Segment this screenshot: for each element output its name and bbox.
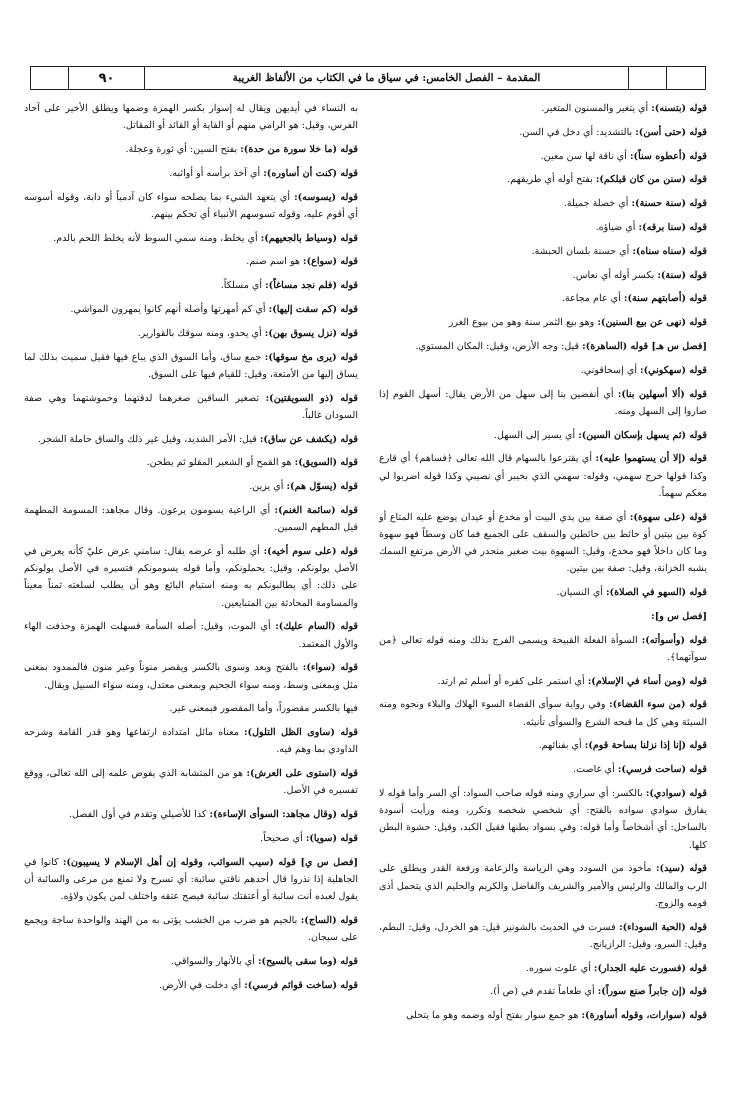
dictionary-entry bbox=[24, 618, 358, 652]
entry-keyword: قوله (ما خلا سورة من حدة): bbox=[240, 144, 358, 155]
entry-keyword: قوله (إلا أن يستهموا عليه): bbox=[595, 453, 707, 465]
entry-definition: أي استمر على كفره أو أسلم ثم ارتد. bbox=[437, 675, 588, 687]
entry-definition: أي يتغير والمسنون المتغير. bbox=[541, 103, 652, 114]
dictionary-entry bbox=[24, 253, 358, 270]
entry-definition: أي النسيان. bbox=[556, 586, 606, 598]
entry-keyword: قوله (يسوّل هم): bbox=[286, 481, 358, 493]
entry-definition: قيل: وجه الأرض، وقيل: المكان المستوي. bbox=[415, 340, 583, 352]
entry-definition: بالكسر: أي سراري ومنه قوله صاحب السواد: أي السر وأما قوله لا يفارق سوادي سواده بالفتح: أي شخصي شخصه وتكرر، ومنه ورأيت أسودة بالساحل: أي أشخاصاً وأما قوله: وفي بسواد بطنها فقيل الكبد، وقيل: حشوة البطن كلها. bbox=[379, 787, 707, 851]
dictionary-entry bbox=[379, 737, 707, 754]
dictionary-entry bbox=[24, 165, 358, 182]
entry-definition: بفتح أوله أي طريقهم. bbox=[507, 174, 596, 186]
left-column bbox=[24, 100, 358, 1001]
entry-keyword: قوله (وسياط بالجعيهم): bbox=[260, 232, 358, 244]
dictionary-entry bbox=[379, 983, 707, 1000]
entry-definition: مأخوذ من السودد وهي الرياسة والزعامة ورفعة القدر ويطلق على الرب والمالك والرئيس والأمير والشريف والفاضل والكريم والحليم الذي يتحمل أذى قومه والزوج. bbox=[379, 863, 707, 909]
entry-definition: أي عام مجاعة. bbox=[561, 293, 624, 305]
entry-definition: أي يسير إلى السهل. bbox=[493, 429, 579, 441]
entry-definition: أي إسحاقوني. bbox=[580, 364, 641, 376]
entry-definition: وفي رواية سوأى القضاء السوء الهلاك والبلاء ونحوه ومنه السيئة وهي كل ما قبحه الشرع والسوأى تأنيثه. bbox=[379, 699, 707, 728]
entry-definition: تصغير الساقين صغرهما لدقتهما وحموشتهما وهي صفة السودان غالباً. bbox=[24, 392, 358, 421]
dictionary-entry bbox=[24, 502, 358, 536]
entry-keyword: قوله (استوى على العرش): bbox=[246, 768, 358, 780]
dictionary-entry bbox=[379, 584, 707, 601]
header-empty-cell bbox=[667, 67, 705, 89]
entry-keyword: قوله (كم سقت إليها): bbox=[268, 303, 358, 315]
entry-keyword: قوله (إن جابراً صنع سوراً): bbox=[597, 986, 707, 998]
dictionary-entry bbox=[379, 696, 707, 730]
entry-keyword: قوله (بتسنه): bbox=[651, 103, 707, 114]
entry-definition: أي الراعية يسومون يرعون. وقال مجاهد: المسومة المطهمة قيل المطهم السمين. bbox=[24, 504, 358, 534]
entry-keyword: قوله (ذو السويقتين): bbox=[265, 392, 358, 404]
dictionary-entry bbox=[379, 761, 707, 778]
dictionary-entry bbox=[24, 830, 358, 847]
entry-keyword: قوله (كنت أن أساوره): bbox=[263, 167, 358, 179]
entry-keyword: قوله (وقال مجاهد: السوأى الإساءة): bbox=[209, 809, 358, 821]
dictionary-entry bbox=[379, 267, 707, 284]
entry-keyword: قوله (فسورت عليه الجدار): bbox=[593, 962, 707, 974]
entry-definition: كانوا في الجاهلية إذا نذروا قال أحدهم ناقتي سائبة: أي تسرح ولا تمنع من مرعى والسائبة أن يقول لعبده أنت سائبة أو أعتقتك سائبة فيصح عتقه واختلف لمن يكون ولاؤه. bbox=[24, 856, 358, 903]
entry-keyword: قوله (ومن أساء في الإسلام): bbox=[587, 675, 707, 687]
entry-definition: أي كم أمهرتها وأصله أنهم كانوا يمهرون المواشي. bbox=[70, 303, 269, 315]
running-title: المقدمة – الفصل الخامس: في سياق ما في الكتاب من الألفاظ الغريبة bbox=[145, 67, 629, 89]
entry-keyword: قوله (على سهوة): bbox=[629, 511, 708, 523]
entry-keyword: قوله (حتى أسن): bbox=[635, 126, 707, 138]
entry-definition: أي الموت، وقيل: أصله السأمة فسهلت الهمزة وحذفت الهاء والأول المعتمد. bbox=[24, 621, 358, 650]
entry-definition: أي ضياؤه. bbox=[595, 221, 639, 233]
entry-definition: أي غاصت. bbox=[573, 764, 618, 776]
entry-definition: أي يحدو، ومنه سوقك بالقوارير. bbox=[137, 327, 265, 339]
entry-definition: بالفتح وبعد وسوى بالكسر ويقصر منوناً وغير منون فالممدود بمعنى مثل وبمعنى وسط، ومنه سواء الجحيم وبمعنى معتدل، ومنه سواء السبيل ويقال. bbox=[24, 662, 358, 691]
dictionary-entry bbox=[379, 314, 707, 331]
entry-keyword: قوله (سواع): bbox=[303, 256, 358, 268]
entry-keyword: قوله (من سوء القضاء): bbox=[609, 699, 707, 711]
dictionary-entry bbox=[24, 765, 358, 799]
entry-keyword: قوله (نزل يسوق بهن): bbox=[264, 327, 358, 339]
dictionary-entry bbox=[379, 608, 707, 625]
dictionary-entry bbox=[24, 912, 358, 946]
dictionary-entry bbox=[379, 148, 707, 165]
dictionary-entry bbox=[24, 478, 358, 495]
entry-keyword: قوله (سيد): bbox=[656, 863, 707, 875]
dictionary-entry bbox=[24, 700, 358, 717]
dictionary-entry bbox=[24, 454, 358, 471]
dictionary-entry bbox=[379, 195, 707, 212]
dictionary-entry bbox=[379, 362, 707, 379]
entry-definition: بفتح السين: أي ثورة وعجلة. bbox=[125, 144, 241, 155]
entry-definition: السوأة الفعلة القبيحة ويسمى الفرج بذلك ومنه قوله تعالى ﴿من سوآتهما﴾. bbox=[379, 634, 707, 663]
entry-keyword: قوله (سنة): bbox=[657, 269, 707, 281]
header-empty-cell bbox=[629, 67, 667, 89]
entry-keyword: قوله (ساحت فرسي): bbox=[617, 764, 707, 776]
entry-definition: جمع ساق، وأما السوق الذي يباع فيها فقيل سميت بذلك لما يساق إليها من الأمتعة، وقيل: للقيام فيها على السوق. bbox=[24, 351, 358, 380]
entry-definition: أي بالأنهار والسواقي. bbox=[170, 955, 258, 967]
dictionary-entry bbox=[24, 230, 358, 247]
dictionary-entry bbox=[379, 100, 707, 117]
right-column bbox=[379, 100, 707, 1031]
entry-definition: أي صحيحاً. bbox=[260, 832, 306, 844]
entry-keyword: قوله (سنن من كان قبلكم): bbox=[595, 174, 707, 186]
dictionary-entry bbox=[379, 243, 707, 260]
entry-definition: هو جمع سوار بفتح أوله وضمه وهو ما يتحلى bbox=[406, 1010, 582, 1022]
dictionary-entry bbox=[24, 953, 358, 970]
dictionary-entry bbox=[24, 977, 358, 994]
page-number: ٩٠ bbox=[69, 67, 145, 89]
dictionary-entry bbox=[379, 960, 707, 977]
entry-keyword: قوله (أعطوه سناً): bbox=[629, 150, 707, 162]
entry-keyword: قوله (ثم يسهل بإسكان السين): bbox=[578, 429, 707, 441]
dictionary-entry bbox=[379, 171, 707, 188]
entry-keyword: قوله (ألا أسهلين بنا): bbox=[617, 388, 707, 400]
entry-keyword: قوله (يرى مخ سوقها): bbox=[264, 351, 358, 363]
entry-definition: وهو بيع الثمر سنة وهو من بيوع الغرر bbox=[448, 317, 598, 329]
entry-keyword: قوله (وما سقى بالسيح): bbox=[258, 955, 358, 967]
dictionary-entry bbox=[379, 427, 707, 444]
entry-keyword: قوله (ساوى الظل التلول): bbox=[244, 727, 358, 739]
dictionary-entry bbox=[24, 349, 358, 383]
entry-keyword: قوله (السهو في الصلاة): bbox=[605, 586, 707, 598]
entry-keyword: قوله (أصابتهم سنة): bbox=[623, 293, 707, 305]
header-empty-cell bbox=[31, 67, 69, 89]
entry-definition: أي آخذ برأسه أو أواثبه. bbox=[169, 167, 264, 179]
entry-keyword: [فصل س هـ] قوله (الساهرة): bbox=[582, 340, 707, 352]
entry-keyword: قوله (سناه سناه): bbox=[632, 245, 707, 257]
dictionary-entry bbox=[24, 854, 358, 906]
entry-keyword: قوله (الحبة السوداء): bbox=[619, 921, 708, 933]
entry-keyword: قوله (سوادي): bbox=[645, 787, 707, 799]
dictionary-entry bbox=[24, 301, 358, 318]
entry-keyword: قوله (الساج): bbox=[300, 914, 358, 926]
entry-definition: أي مسلكاً. bbox=[220, 280, 266, 292]
running-header bbox=[30, 66, 706, 90]
dictionary-entry bbox=[24, 806, 358, 823]
entry-definition: أي طعاماً تقدم في (ص أ). bbox=[490, 986, 598, 998]
entry-definition: أي خصلة جميلة. bbox=[563, 198, 632, 210]
entry-definition: هو من المتشابه الذي يفوض علمه إلى الله تعالى، ووقع تفسيره في الأصل. bbox=[24, 768, 358, 797]
entry-keyword: قوله (يكشف عن ساق): bbox=[259, 433, 358, 445]
dictionary-entry bbox=[379, 450, 707, 502]
entry-definition: أي علوت سوره. bbox=[526, 962, 594, 974]
dictionary-entry bbox=[379, 219, 707, 236]
entry-keyword: قوله (ساخت قوائم فرسي): bbox=[244, 979, 358, 991]
entry-keyword: قوله (يسوسه): bbox=[294, 191, 358, 203]
dictionary-entry bbox=[379, 1007, 707, 1024]
dictionary-entry bbox=[379, 632, 707, 666]
entry-keyword: قوله (نهى عن بيع السنين): bbox=[597, 317, 707, 329]
entry-definition: فسرت في الحديث بالشونيز قيل: هو الخردل، وقيل: البطم، وقيل: السرو، وقيل: الرازيانج. bbox=[379, 921, 707, 950]
entry-definition: أي دخلت في الأرض. bbox=[159, 979, 245, 991]
entry-definition: قيل: الأمر الشديد، وقيل غير ذلك والساق حاملة الشجر. bbox=[37, 433, 260, 445]
dictionary-entry bbox=[379, 338, 707, 355]
dictionary-entry bbox=[24, 390, 358, 424]
dictionary-entry bbox=[24, 724, 358, 758]
entry-keyword: قوله (السام عليك): bbox=[275, 621, 358, 633]
entry-keyword: قوله (على سوم أخيه): bbox=[263, 545, 358, 557]
entry-definition: معناه مائل امتداده ارتفاعها وهو قدر القامة وشرحه الداودي بما وهم فيه. bbox=[24, 727, 358, 756]
entry-keyword: قوله (وأسوأته): bbox=[641, 634, 708, 646]
entry-keyword: قوله (سواء): bbox=[302, 662, 358, 674]
entry-definition: كذا للأصيلي وتقدم في أول الفصل. bbox=[68, 809, 210, 821]
dictionary-entry bbox=[24, 100, 358, 134]
dictionary-entry bbox=[379, 673, 707, 690]
entry-keyword: قوله (سائمة الغنم): bbox=[274, 504, 358, 516]
entry-definition: أي ناقة لها سن معين. bbox=[540, 150, 630, 162]
dictionary-entry bbox=[379, 860, 707, 912]
entry-keyword: [فصل س و]: bbox=[651, 610, 707, 622]
dictionary-entry bbox=[24, 277, 358, 294]
entry-definition: به النساء في أيديهن ويقال له إسوار بكسر الهمزة وضمها ويطلق الأخير على آحاد الفرس، وقيل: هو الرامي منهم أو الفاية أو القائد أو المقاتل. bbox=[24, 103, 358, 132]
dictionary-entry bbox=[24, 325, 358, 342]
dictionary-entry bbox=[379, 386, 707, 420]
entry-definition: أي يزين. bbox=[249, 481, 287, 493]
entry-definition: أي حسنة بلسان الحبشة. bbox=[531, 245, 633, 257]
entry-definition: أي يقترعوا بالسهام قال الله تعالى ﴿فساهم﴾ أي قارع وكذا قولها خرج سهمي، وقوله: سهمي الذي بخيبر أي نصيبي وكذا قوله اضربوا لي معكم سهماً. bbox=[379, 453, 707, 499]
entry-keyword: قوله (سويا): bbox=[305, 832, 358, 844]
entry-definition: بكسر أوله أي نعاس. bbox=[572, 269, 658, 281]
entry-keyword: قوله (السويق): bbox=[294, 457, 358, 469]
dictionary-entry bbox=[379, 509, 707, 578]
dictionary-entry bbox=[379, 919, 707, 953]
entry-keyword: قوله (سهكوني): bbox=[640, 364, 707, 376]
dictionary-entry bbox=[24, 189, 358, 223]
dictionary-entry bbox=[379, 124, 707, 141]
entry-definition: هو اسم صنم. bbox=[246, 256, 304, 268]
dictionary-entry bbox=[24, 659, 358, 693]
dictionary-entry bbox=[379, 290, 707, 307]
entry-keyword: قوله (سوارات، وقوله أساورة): bbox=[581, 1010, 707, 1022]
entry-keyword: قوله (إنا إذا نزلنا بساحة قوم): bbox=[584, 740, 707, 752]
entry-keyword: قوله (سنة حسنة): bbox=[631, 198, 707, 210]
entry-definition: أي بفنائهم. bbox=[538, 740, 585, 752]
entry-definition: أي صفة بين يدي البيت أو مخدع أو عيدان يوضع عليه المتاع أو كوة بين بيتين أو حائط بين حائطين والسقف على الجميع فما كان وسطاً فهو سهوة وما كان داخلاً فهو مخدع، وقيل: السهوة بيت صغير منحدر في الأرض مرتفع السمك يشبه الخزانة، وقيل: صفة بين بيتين. bbox=[379, 511, 707, 575]
entry-definition: أي يخلط، ومنه سمي السوط لأنه يخلط اللحم بالدم. bbox=[53, 232, 261, 244]
entry-definition: أي يتعهد الشيء بما يصلحه سواء كان آدمياً أو دابة، وقوله أسوسه أي أقوم عليه، وقوله تسوسهم الأنبياء أي تحكم بينهم. bbox=[24, 191, 358, 220]
entry-keyword: قوله (فلم نجد مساغاً): bbox=[265, 280, 358, 292]
dictionary-entry bbox=[379, 785, 707, 854]
entry-keyword: [فصل س ي] قوله (سيب السوائب، وقوله إن أهل الإسلام لا يسيبون): bbox=[62, 856, 358, 868]
dictionary-entry bbox=[24, 431, 358, 448]
entry-keyword: قوله (سنا برقه): bbox=[638, 221, 707, 233]
entry-definition: فيها بالكسر مقصوراً، وأما المقصور فبمعنى غير. bbox=[169, 703, 358, 715]
entry-definition: أي أنفضين بنا إلى سهل من الأرض يقال: أسهل القوم إذا صاروا إلى السهل ومنه. bbox=[379, 388, 707, 417]
entry-definition: بالجيم هو ضرب من الخشب يؤتى به من الهند والواحدة ساجة ويجمع على سيجان. bbox=[24, 914, 358, 944]
dictionary-entry bbox=[24, 543, 358, 612]
entry-definition: بالتشديد: أي دخل في السن. bbox=[519, 126, 636, 138]
entry-definition: هو القمح أو الشعير المقلو ثم يطحن. bbox=[146, 457, 295, 469]
dictionary-entry bbox=[24, 141, 358, 158]
entry-definition: أي طلبه أو عرضه يقال: سامني عرض عليّ كأنه يعرض في الأصل يولونكم، وقيل: يحملونكم، وأما قوله يسومونكم فتسيره في الأصل يولونكم على ذلك: أي يطالبونكم به ومنه استيام البائع وهو أن يطلب لسلعته ثمناً معيناً والمساومة المحادثة بين المتبايعين. bbox=[24, 545, 358, 609]
